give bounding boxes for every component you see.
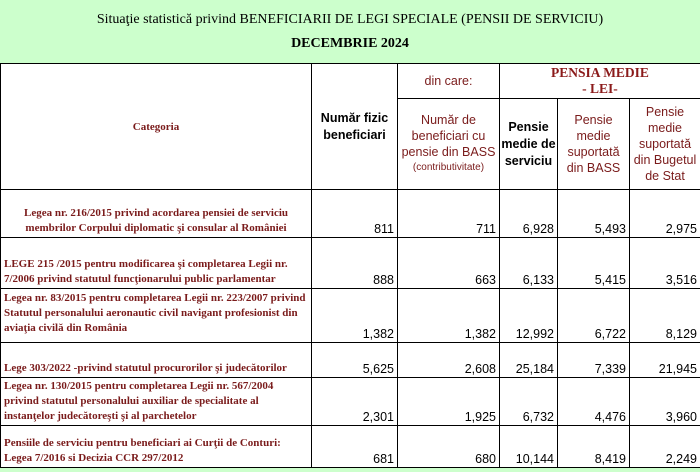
cell-numar-bass: 2,608 [398, 343, 500, 378]
cell-numar-bass: 1,925 [398, 378, 500, 426]
cell-pensie-serviciu: 6,732 [500, 378, 558, 426]
table-row [1, 426, 700, 468]
cell-pensie-serviciu: 10,144 [500, 426, 558, 468]
row-categoria: Legea nr. 216/2015 privind acordarea pensiei de serviciu membrilor Corpului diplomatic şi consular al României [1, 190, 312, 238]
statistics-table [0, 63, 700, 468]
cell-numar-fizic: 5,625 [312, 343, 398, 378]
table-row [1, 238, 700, 289]
cell-pensie-buget: 3,960 [630, 378, 700, 426]
cell-numar-bass: 680 [398, 426, 500, 468]
table-row [1, 378, 700, 426]
cell-numar-bass: 1,382 [398, 289, 500, 343]
cell-pensie-buget: 2,975 [630, 190, 700, 238]
table-row [1, 289, 700, 343]
row-categoria: Lege 303/2022 -privind statutul procurorilor şi judecătorilor [1, 343, 312, 378]
header-pensie-buget: Pensie medie suportată din Bugetul de Stat [630, 99, 700, 190]
cell-pensie-serviciu: 6,928 [500, 190, 558, 238]
header-numar-bass-note: (contributivitate) [412, 162, 485, 173]
header-din-care: din care: [398, 64, 500, 99]
cell-pensie-bass: 5,415 [558, 238, 630, 289]
table-row [1, 190, 700, 238]
header-numar-bass-label: Număr de beneficiari cu pensie din BASS [401, 113, 496, 159]
cell-pensie-buget: 21,945 [630, 343, 700, 378]
cell-pensie-buget: 8,129 [630, 289, 700, 343]
table-row [1, 343, 700, 378]
header-pensie-serviciu: Pensie medie de serviciu [500, 99, 558, 190]
cell-pensie-bass: 8,419 [558, 426, 630, 468]
cell-numar-fizic: 681 [312, 426, 398, 468]
cell-pensie-buget: 3,516 [630, 238, 700, 289]
cell-numar-fizic: 2,301 [312, 378, 398, 426]
report-title: Situaţie statistică privind BENEFICIARII DE LEGI SPECIALE (PENSII DE SERVICIU) [96, 12, 604, 27]
header-pensia-medie-unit: - LEI- [582, 81, 618, 96]
cell-pensie-serviciu: 12,992 [500, 289, 558, 343]
cell-numar-fizic: 811 [312, 190, 398, 238]
report-period: DECEMBRIE 2024 [291, 36, 409, 51]
cell-numar-bass: 711 [398, 190, 500, 238]
header-numar-bass [398, 99, 500, 190]
cell-pensie-bass: 4,476 [558, 378, 630, 426]
row-categoria: Pensiile de serviciu pentru beneficiari ai Curţii de Conturi: Legea 7/2016 si Decizia CCR 297/2012 [1, 426, 312, 468]
cell-numar-fizic: 1,382 [312, 289, 398, 343]
row-categoria: LEGE 215 /2015 pentru modificarea şi completarea Legii nr. 7/2006 privind statutul funcţionarului public parlamentar [1, 238, 312, 289]
cell-numar-fizic: 888 [312, 238, 398, 289]
row-categoria: Legea nr. 130/2015 pentru completarea Legii nr. 567/2004 privind statutul personalului auxiliar de specialitate al instanţelor judecătoreşti şi al parchetelor [1, 378, 312, 426]
row-categoria: Legea nr. 83/2015 pentru completarea Legii nr. 223/2007 privind Statutul personalului aeronautic civil navigant profesionist din aviaţia civilă din România [1, 289, 312, 343]
header-pensia-medie-title: PENSIA MEDIE [551, 65, 649, 80]
cell-pensie-bass: 5,493 [558, 190, 630, 238]
cell-pensie-serviciu: 6,133 [500, 238, 558, 289]
cell-pensie-bass: 7,339 [558, 343, 630, 378]
cell-pensie-buget: 2,249 [630, 426, 700, 468]
header-row-1 [1, 64, 700, 99]
header-categoria: Categoria [1, 64, 312, 190]
header-pensia-medie [500, 64, 700, 99]
cell-pensie-bass: 6,722 [558, 289, 630, 343]
header-numar-fizic: Număr fizic beneficiari [312, 64, 398, 190]
cell-numar-bass: 663 [398, 238, 500, 289]
header-pensie-bass: Pensie medie suportată din BASS [558, 99, 630, 190]
cell-pensie-serviciu: 25,184 [500, 343, 558, 378]
